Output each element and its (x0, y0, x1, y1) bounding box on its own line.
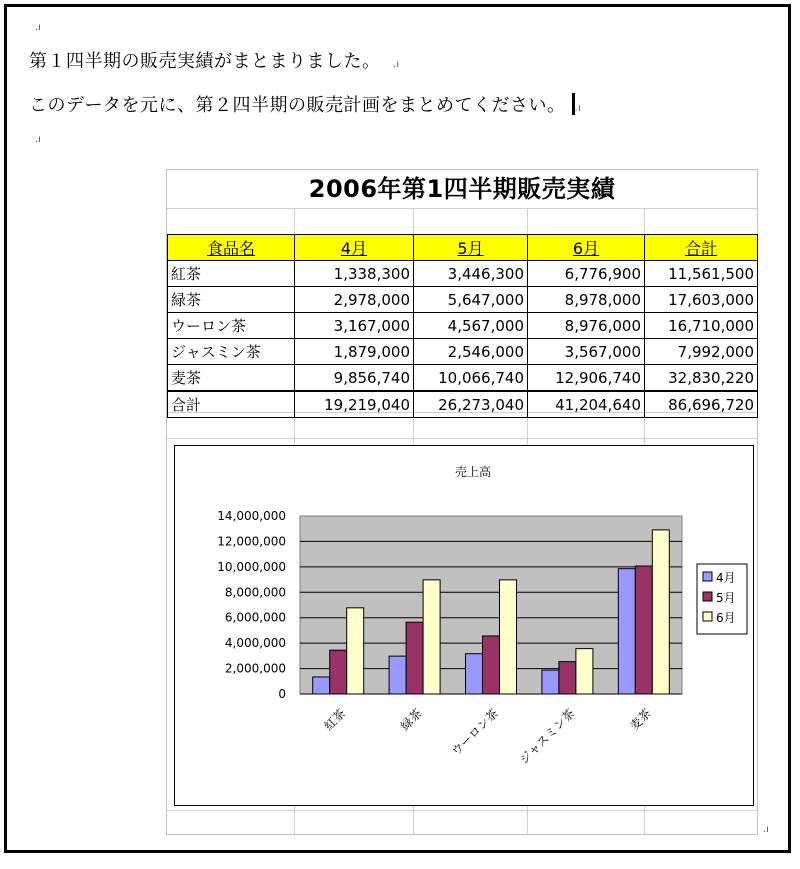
bar (347, 608, 364, 694)
x-tick-label: ジャスミン茶 (516, 706, 578, 767)
cell-name[interactable]: 麦茶 (168, 365, 295, 392)
cell-may[interactable]: 3,446,300 (414, 261, 528, 287)
header-april[interactable]: 4月 (295, 235, 414, 261)
y-tick-label: 0 (278, 687, 286, 701)
cell-april[interactable]: 1,338,300 (295, 261, 414, 287)
bar (313, 677, 330, 694)
cell-name[interactable]: 合計 (168, 391, 295, 418)
cell-april[interactable]: 1,879,000 (295, 339, 414, 365)
gridline (167, 810, 757, 811)
legend-label: 6月 (716, 611, 736, 625)
chart-title: 売上高 (454, 465, 492, 479)
header-row (168, 235, 758, 261)
bar (635, 566, 652, 694)
embedded-spreadsheet[interactable] (166, 169, 758, 835)
cell-name[interactable]: ウーロン茶 (168, 313, 295, 339)
cell-may[interactable]: 5,647,000 (414, 287, 528, 313)
cell-june[interactable]: 3,567,000 (528, 339, 645, 365)
cell-april[interactable]: 19,219,040 (295, 391, 414, 418)
cell-may[interactable]: 4,567,000 (414, 313, 528, 339)
bar (406, 622, 423, 694)
document-page (4, 4, 791, 853)
paragraph-mark: .ı (35, 22, 41, 33)
bar (466, 654, 483, 694)
cell-total[interactable]: 17,603,000 (645, 287, 758, 313)
y-tick-label: 2,000,000 (224, 661, 286, 676)
x-tick-label: 緑茶 (397, 706, 425, 734)
gridline (167, 208, 757, 209)
cell-june[interactable]: 12,906,740 (528, 365, 645, 392)
header-may[interactable]: 5月 (414, 235, 528, 261)
cell-total[interactable]: 86,696,720 (645, 391, 758, 418)
y-tick-label: 14,000,000 (217, 509, 286, 523)
cell-april[interactable]: 9,856,740 (295, 365, 414, 392)
bar (423, 580, 440, 694)
line-1-text: 第１四半期の販売実績がまとまりました。 (29, 51, 381, 72)
table-row (168, 339, 758, 365)
paragraph-mark: .ı (35, 134, 41, 145)
x-tick-label: 麦茶 (627, 706, 654, 734)
y-tick-label: 10,000,000 (217, 559, 286, 574)
cell-june[interactable]: 6,776,900 (528, 261, 645, 287)
table-row (168, 365, 758, 392)
paragraph-mark: .ı (574, 103, 582, 114)
cell-may[interactable]: 26,273,040 (414, 391, 528, 418)
paragraph-mark: .ı (392, 59, 400, 70)
cell-name[interactable]: 緑茶 (168, 287, 295, 313)
document-line-2[interactable] (29, 93, 581, 120)
cell-name[interactable]: 紅茶 (168, 261, 295, 287)
header-total[interactable]: 合計 (645, 235, 758, 261)
total-row (168, 391, 758, 418)
table-row (168, 287, 758, 313)
table-row (168, 313, 758, 339)
bar (542, 670, 559, 694)
bar (389, 656, 406, 694)
y-tick-label: 4,000,000 (224, 636, 286, 651)
legend-swatch (703, 572, 712, 581)
bar (500, 580, 517, 694)
sales-table (167, 234, 758, 418)
bar (618, 569, 635, 694)
gridline (167, 438, 757, 439)
paragraph-mark: .ı (763, 824, 769, 835)
y-tick-label: 8,000,000 (224, 585, 286, 600)
legend-swatch (703, 592, 712, 601)
table-row (168, 261, 758, 287)
legend-label: 5月 (716, 591, 736, 605)
cell-april[interactable]: 3,167,000 (295, 313, 414, 339)
bar (559, 662, 576, 694)
cell-total[interactable]: 7,992,000 (645, 339, 758, 365)
cell-april[interactable]: 2,978,000 (295, 287, 414, 313)
legend-label: 4月 (716, 571, 736, 585)
chart-canvas (175, 446, 753, 805)
cell-june[interactable]: 8,978,000 (528, 287, 645, 313)
line-2-text: このデータを元に、第２四半期の販売計画をまとめてください。 (29, 95, 566, 116)
bar (483, 636, 500, 694)
document-line-1[interactable] (29, 51, 400, 76)
header-product[interactable]: 食品名 (168, 235, 295, 261)
cell-name[interactable]: ジャスミン茶 (168, 339, 295, 365)
cell-total[interactable]: 16,710,000 (645, 313, 758, 339)
legend-swatch (703, 612, 712, 621)
bar (652, 530, 669, 694)
cell-total[interactable]: 32,830,220 (645, 365, 758, 392)
bar (330, 650, 347, 694)
sales-chart[interactable] (174, 445, 754, 806)
y-tick-label: 6,000,000 (224, 610, 286, 625)
cell-total[interactable]: 11,561,500 (645, 261, 758, 287)
y-tick-label: 12,000,000 (217, 534, 286, 549)
cell-june[interactable]: 41,204,640 (528, 391, 645, 418)
x-tick-label: ウーロン茶 (448, 706, 502, 759)
cell-may[interactable]: 2,546,000 (414, 339, 528, 365)
cell-june[interactable]: 8,976,000 (528, 313, 645, 339)
cell-may[interactable]: 10,066,740 (414, 365, 528, 392)
sheet-title: 2006年第1四半期販売実績 (167, 170, 757, 208)
x-tick-label: 紅茶 (321, 706, 349, 734)
header-june[interactable]: 6月 (528, 235, 645, 261)
bar (576, 649, 593, 694)
